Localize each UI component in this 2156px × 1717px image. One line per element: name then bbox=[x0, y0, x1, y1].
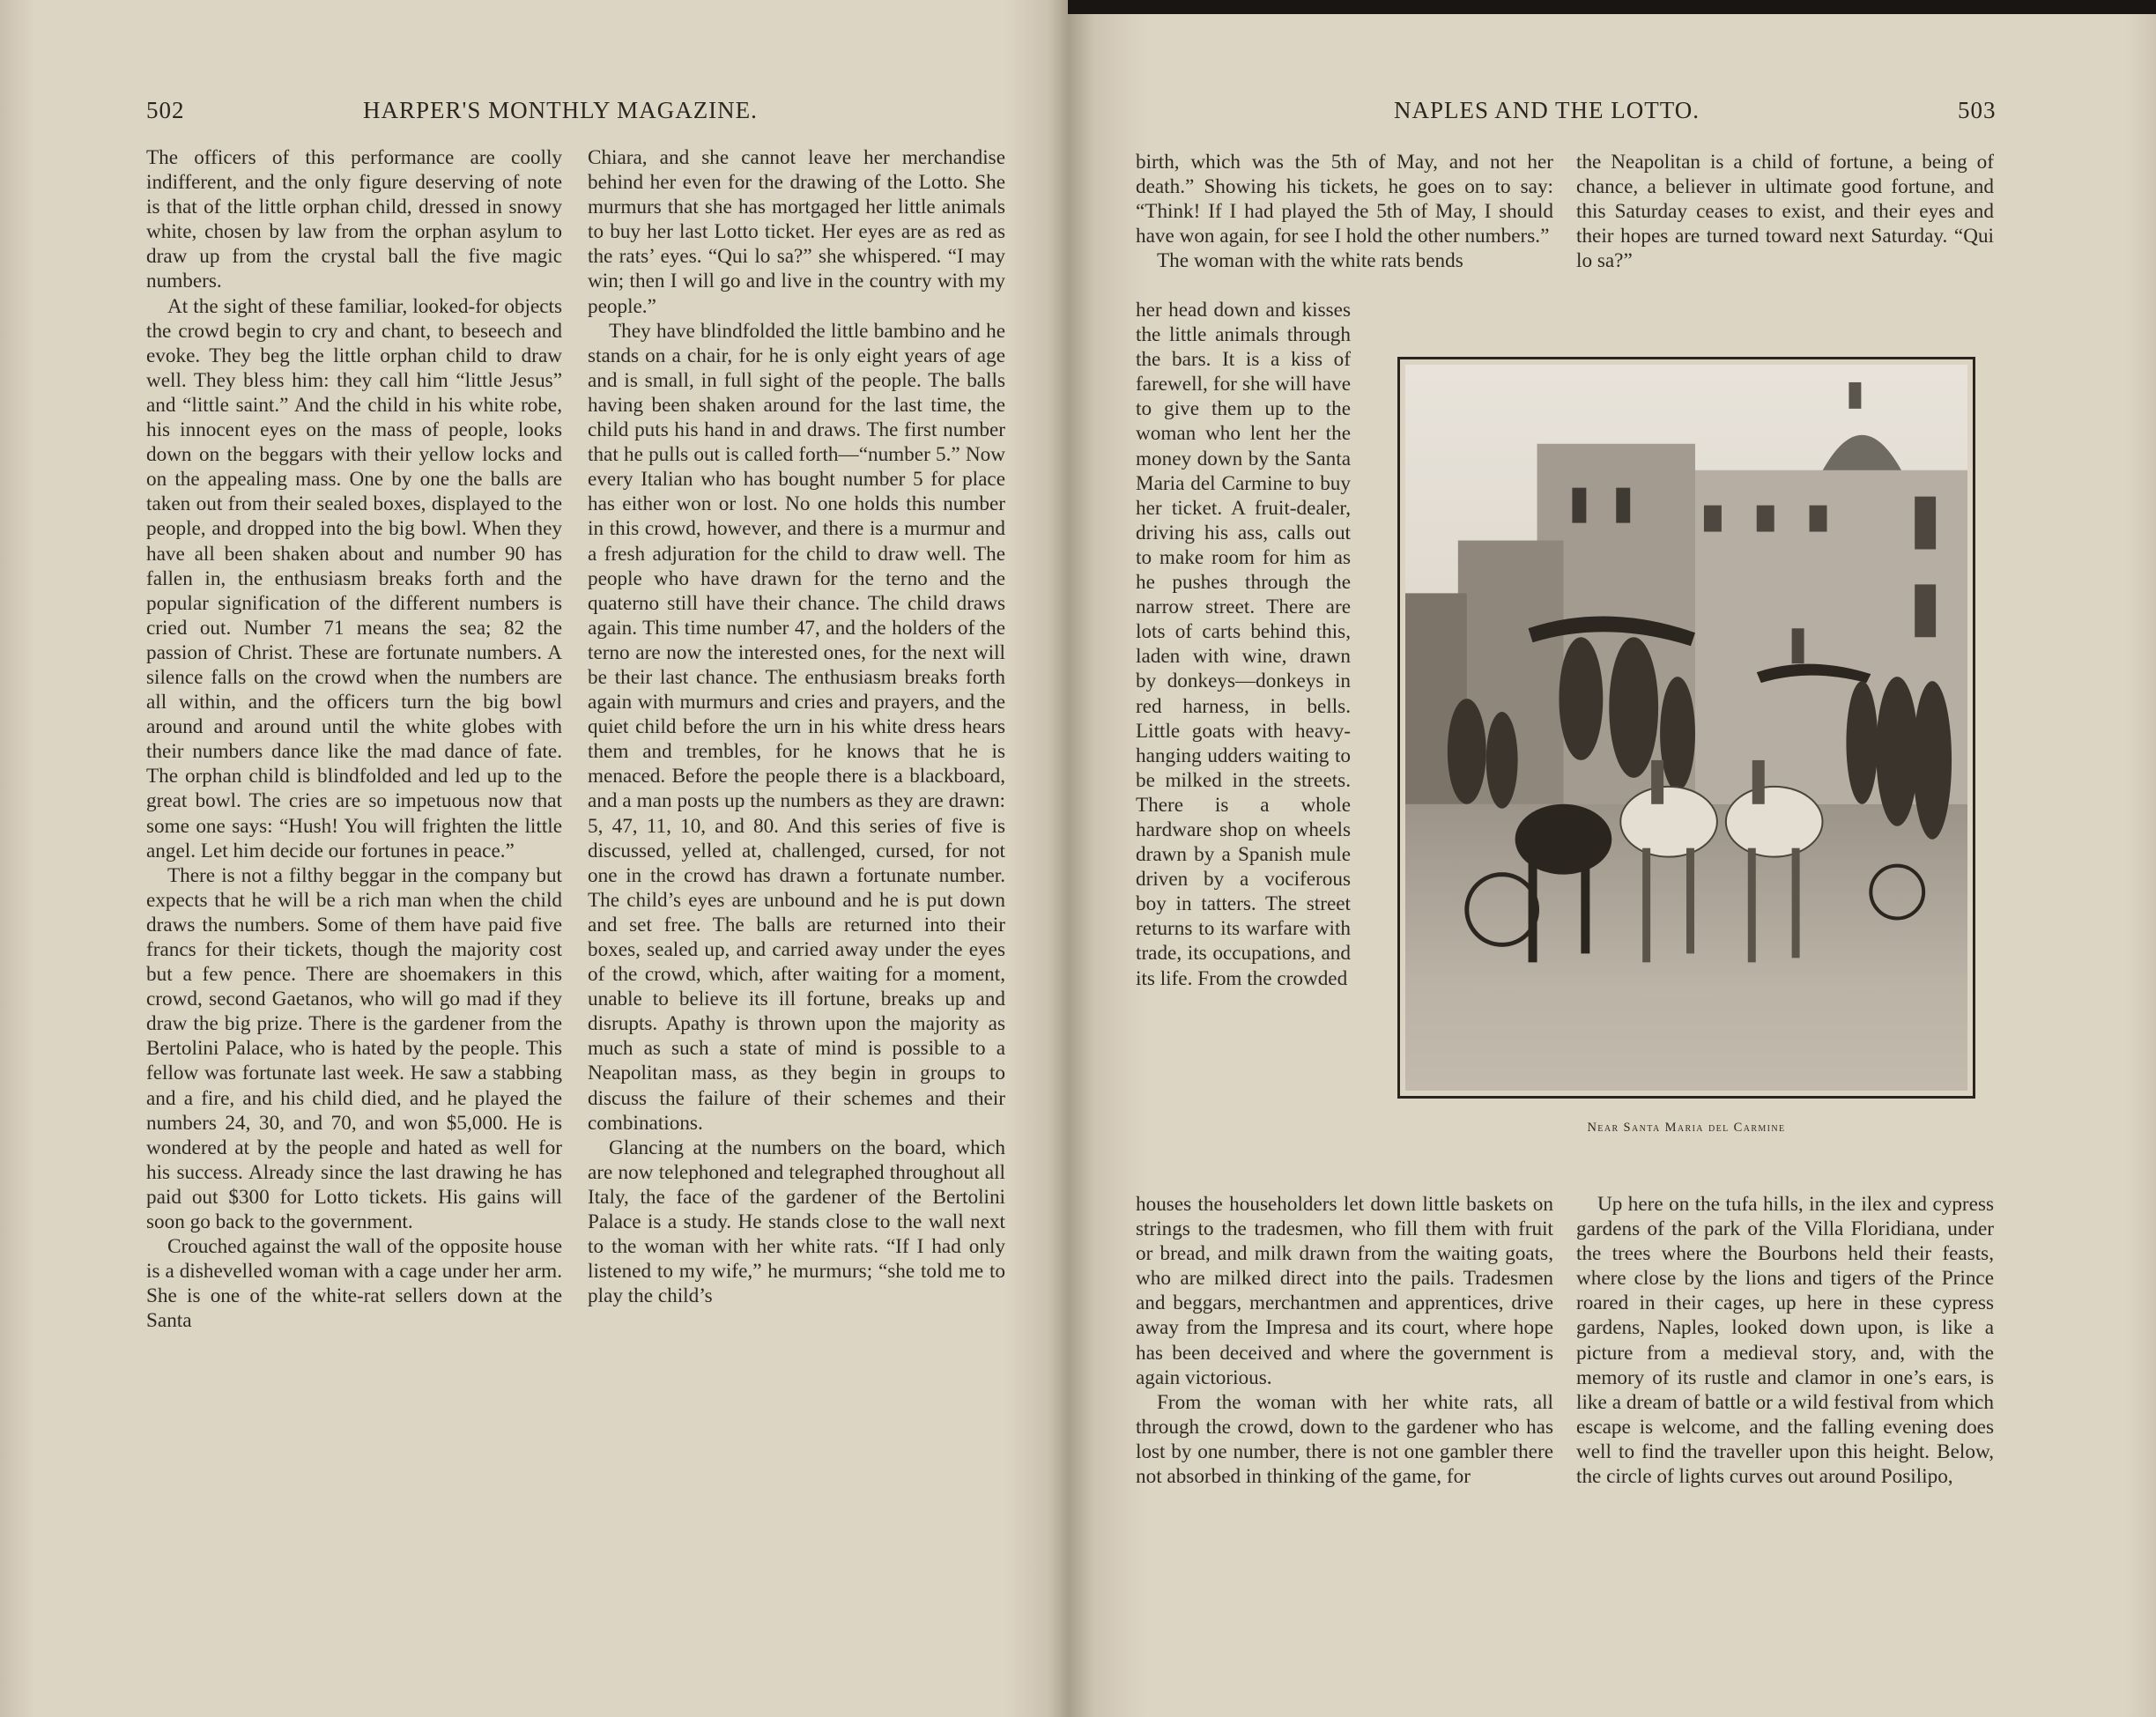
paragraph: The officers of this performance are coolly indifferent, and the only figure deserving of note is that of the little orphan child, dressed in snowy white, chosen by law from the orphan asylum to draw up from the crystal ball the five magic numbers. bbox=[146, 146, 562, 293]
paragraph: her head down and kisses the little animals through the bars. It is a kiss of farewell, for she will have to give them up to the woman who lent her the money down by the Santa Maria del Carmine to buy her ticket. A fruit-dealer, driving his ass, calls out to make room for him as he pushes through the narrow street. There are lots of carts behind this, laden with wine, drawn by donkeys—donkeys in red harness, in bells. Little goats with heavy-hanging udders waiting to be milked in the streets. There is a whole hardware shop on wheels drawn by a Spanish mule driven by a vociferous boy in tatters. The street returns to its warfare with trade, its occupations, and its life. From the crowded bbox=[1136, 299, 1351, 990]
running-head-left: HARPER'S MONTHLY MAGAZINE. bbox=[363, 97, 758, 123]
right-column-1-wrap bbox=[1136, 298, 1351, 1188]
right-column-1-bottom bbox=[1136, 1192, 1553, 1489]
paragraph: houses the householders let down little baskets on strings to the tradesmen, who fill them with fruit or bread, and milk drawn from the waiting goats, who are milked direct into the pails. Tradesmen and beggars, merchantmen and apprentices, drive away from the Impresa and its court, where hope has been deceived and where the government is again victorious. bbox=[1136, 1193, 1553, 1389]
paragraph: From the woman with her white rats, all through the crowd, down to the gardener who has lost by one number, there is not one gambler there not absorbed in thinking of the game, for bbox=[1136, 1390, 1553, 1489]
right-column-2-top bbox=[1576, 150, 1994, 273]
right-column-1-top bbox=[1136, 150, 1553, 273]
figure-caption: Near Santa Maria del Carmine bbox=[1587, 1121, 1786, 1135]
left-column-2 bbox=[588, 145, 1005, 1308]
street-scene-photo bbox=[1405, 365, 1967, 1091]
right-column-2-bottom bbox=[1576, 1192, 1994, 1489]
paragraph: Crouched against the wall of the opposite house is a dishevelled woman with a cage under her arm. She is one of the white-rat sellers down at the Santa bbox=[146, 1235, 562, 1333]
paragraph: They have blindfolded the little bambino and he stands on a chair, for he is only eight years of age and is small, in full sight of the people. The balls having been shaken around for the last time, the child puts his hand in and draws. The first number that he pulls out is called forth—“number 5.” Now every Italian who has bought number 5 for place has either won or lost. No one holds this number in this crowd, however, and there is a murmur and a fresh adjuration for the child to draw well. The people who have drawn for the terno and the quaterno still have their chance. The child draws again. This time number 47, and the holders of the terno are now the interested ones, for the next will be their last chance. The enthusiasm breaks forth again with murmurs and cries and prayers, and the quiet child before the urn in his white dress hears them and trembles, for he knows that he is menaced. Before the people there is a blackboard, and a man posts up the numbers as they are drawn: 5, 47, 11, 10, and 80. And this series of five is discussed, yelled at, challenged, cursed, for not one in the crowd has drawn a fortunate number. The child’s eyes are unbound and he is put down and set free. The balls are returned into their boxes, sealed up, and carried away under the eyes of the crowd, which, after waiting for a moment, unable to believe its ill fortune, breaks up and disrupts. Apathy is thrown upon the majority as much as such a state of mind is possible to a Neapolitan mass, as they begin in groups to discuss the failure of their schemes and their combinations. bbox=[588, 319, 1005, 1135]
paragraph: There is not a filthy beggar in the company but expects that he will be a rich man when the child draws the numbers. Some of them have paid five francs for their tickets, though the majority cost but a few pence. There are shoemakers in this crowd, second Gaetanos, who will go mad if they draw the big prize. There is the gardener from the Bertolini Palace, who is hated by the people. This fellow was fortunate last week. He saw a stabbing and a fire, and his child died, and he played the numbers 24, 30, and 70, and won $5,000. He is wondered at by the people and hated as well for his success. Already since the last drawing he has paid out $300 for Lotto tickets. His gains will soon go back to the government. bbox=[146, 863, 562, 1234]
paragraph: Glancing at the numbers on the board, which are now telephoned and telegraphed throughout all Italy, the face of the gardener of the Bertolini Palace is a study. He stands close to the wall next to the woman with her white rats. “If I had only listened to my wife,” he murmurs; “she told me to play the child’s bbox=[588, 1136, 1005, 1308]
page-edge bbox=[1068, 0, 2156, 14]
paragraph: The woman with the white rats bends bbox=[1157, 249, 1463, 273]
running-head-right: NAPLES AND THE LOTTO. bbox=[1394, 97, 1700, 123]
page-number-right: 503 bbox=[1958, 97, 1997, 123]
photo-figure bbox=[1397, 357, 1975, 1099]
page-number-left: 502 bbox=[146, 97, 185, 123]
paragraph: Up here on the tufa hills, in the ilex and cypress gardens of the park of the Villa Floridiana, under the trees where the Bourbons held their feasts, where close by the lions and tigers of the Prince roared in their cages, up here in these cypress gardens, Naples, looked down upon, is like a picture from a medieval story, and, with the memory of its rustle and clamor in one’s ears, is like a dream of battle or a wild festival from which escape is welcome, and the falling evening does well to find the traveller upon this height. Below, the circle of lights curves out around Posilipo, bbox=[1576, 1193, 1994, 1489]
paragraph: birth, which was the 5th of May, and not her death.” Showing his tickets, he goes on to say: “Think! If I had played the 5th of May, I should have won again, for see I hold the other numbers.” bbox=[1136, 151, 1553, 248]
paragraph: Chiara, and she cannot leave her merchandise behind her even for the drawing of the Lotto. She murmurs that she has mortgaged her little animals to buy her last Lotto ticket. Her eyes are as red as the rats’ eyes. “Qui lo sa?” she whispered. “I may win; then I will go and live in the country with my people.” bbox=[588, 146, 1005, 318]
paragraph: At the sight of these familiar, looked-for objects the crowd begin to cry and chant, to beseech and evoke. They beg the little orphan child to draw well. They bless him: they call him “little Jesus” and “little saint.” And the child in his white robe, his innocent eyes on the mass of people, looks down on the beggars with their yellow locks and on the appealing mass. One by one the balls are taken out from their sealed boxes, displayed to the people, and dropped into the big bowl. When they have all been shaken about and number 90 has fallen in, the enthusiasm breaks forth and the popular signification of the different numbers is cried out. Number 71 means the sea; 82 the passion of Christ. These are fortunate numbers. A silence falls on the crowd when the numbers are all within, and the officers turn the big bowl around and around until the white globes with their numbers dance like the mad dance of fate. The orphan child is blindfolded and led up to the great bowl. The cries are so impetuous now that some one says: “Hush! You will frighten the little angel. Let him decide our fortunes in peace.” bbox=[146, 294, 562, 862]
left-column-1 bbox=[146, 145, 562, 1334]
paragraph: the Neapolitan is a child of fortune, a being of chance, a believer in ultimate good fortune, and this Saturday ceases to exist, and their eyes and their hopes are turned toward next Saturday. “Qui lo sa?” bbox=[1576, 151, 1994, 273]
